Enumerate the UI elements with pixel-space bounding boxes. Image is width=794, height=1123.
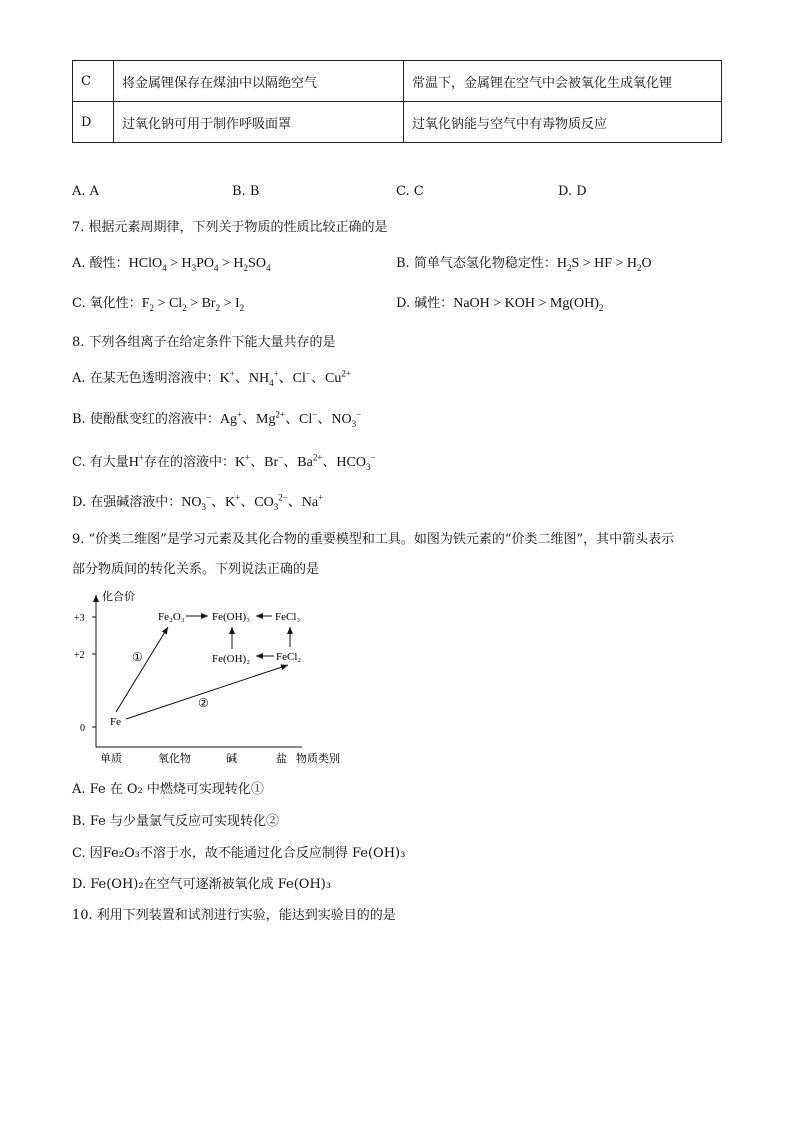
row-statement: 过氧化钠可用于制作呼吸面罩: [114, 102, 404, 143]
x-label: 盐: [276, 753, 287, 765]
formula: K+、Br−、$Ba^{2+}$、$HCO_3^-$: [234, 452, 376, 472]
x-label: 氧化物: [158, 753, 191, 765]
q7-option-c[interactable]: [72, 292, 244, 313]
choice-c[interactable]: C. C: [396, 184, 424, 199]
option-label: C. 有大量: [72, 455, 129, 470]
option-label: A. 酸性：: [72, 256, 129, 271]
q9-option-c[interactable]: C. 因Fe₂O₃不溶于水，故不能通过化合反应制得 Fe(OH)₃: [72, 846, 406, 861]
option-label: D. 碱性：: [396, 296, 454, 311]
formula: NaOH > KOH > $Mg(OH)_2$: [453, 296, 604, 313]
question-9-stem-line2: 部分物质间的转化关系。下列说法正确的是: [72, 562, 320, 577]
y-tick: 0: [80, 723, 85, 734]
q7-option-d[interactable]: [396, 292, 603, 313]
formula: HClO$_4$ > $H_3PO_4 > H_2SO_4$: [128, 256, 271, 273]
node-feoh2: Fe(OH)₂: [212, 653, 251, 665]
option-label: B. 简单气态氢化物稳定性：: [396, 256, 557, 271]
arrow-2: [126, 665, 288, 719]
option-label: D. 在强碱溶液中：: [72, 495, 182, 510]
choice-b[interactable]: B. B: [232, 184, 260, 199]
x-label: 物质类别: [296, 753, 340, 765]
question-9-stem-line1: 9. “价类二维图”是学习元素及其化合物的重要模型和工具。如图为铁元素的“价类二维图”，其中箭头表示: [72, 532, 675, 547]
row-key: D: [73, 102, 114, 143]
question-10-stem: 10. 利用下列装置和试剂进行实验，能达到实验目的的是: [72, 908, 396, 923]
row-reason: 过氧化钠能与空气中有毒物质反应: [404, 102, 722, 143]
q9-option-d[interactable]: D. Fe(OH)₂在空气可逐渐被氧化成 Fe(OH)₃: [72, 877, 332, 892]
table-row: [73, 61, 722, 102]
q7-option-a[interactable]: [72, 252, 270, 273]
formula: H+: [128, 452, 144, 470]
node-fe: Fe: [110, 716, 121, 728]
formula: Ag+、$Mg^{2+}$、Cl−、$NO_3^-$: [219, 409, 362, 429]
choice-a[interactable]: A. A: [72, 184, 100, 199]
x-label: 单质: [100, 753, 122, 765]
arrow-1: [116, 627, 168, 712]
q8-option-d[interactable]: [72, 491, 323, 512]
option-label: A. 在某无色透明溶液中：: [72, 371, 220, 386]
y-tick: +2: [74, 650, 85, 661]
q8-option-b[interactable]: [72, 408, 361, 429]
formula: $NO_3^-$、K+、$CO_3^{2-}$、Na+: [181, 492, 324, 512]
question-7-stem: 7. 根据元素周期律，下列关于物质的性质比较正确的是: [72, 220, 388, 235]
y-axis-label: 化合价: [102, 591, 135, 603]
y-tick: +3: [74, 613, 85, 624]
option-label: C. 氧化性：: [72, 296, 142, 311]
choice-d[interactable]: D. D: [558, 184, 587, 199]
x-label: 碱: [226, 753, 237, 765]
q8-option-c[interactable]: [72, 451, 376, 472]
row-key: C: [73, 61, 114, 102]
node-fecl2: FeCl₂: [276, 651, 302, 663]
question-8-stem: 8. 下列各组离子在给定条件下能大量共存的是: [72, 335, 336, 350]
formula: $H_2S$ > HF > $H_2O$: [556, 256, 652, 273]
row-statement: 将金属锂保存在煤油中以隔绝空气: [114, 61, 404, 102]
option-label: B. 使酚酞变红的溶液中：: [72, 412, 220, 427]
formula: K+、$NH_4^+$、Cl−、$Cu^{2+}$: [219, 368, 351, 388]
table-row: [73, 102, 722, 143]
node-fe2o3: Fe₂O₃: [158, 611, 185, 623]
arrow-label-1: ①: [132, 650, 143, 664]
formula: $F_2 > Cl_2 > Br_2 > I_2$: [141, 296, 245, 313]
q8-option-a[interactable]: [72, 367, 351, 388]
arrow-label-2: ②: [198, 696, 209, 710]
valence-class-diagram: [70, 585, 360, 770]
node-feoh3: Fe(OH)₃: [212, 611, 251, 623]
q9-option-a[interactable]: A. Fe 在 O₂ 中燃烧可实现转化①: [72, 782, 264, 797]
options-table: [72, 60, 722, 143]
option-label-2: 存在的溶液中：: [143, 455, 235, 470]
q7-option-b[interactable]: [396, 252, 652, 273]
row-reason: 常温下，金属锂在空气中会被氧化生成氧化锂: [404, 61, 722, 102]
node-fecl3: FeCl₃: [275, 611, 301, 623]
q9-option-b[interactable]: B. Fe 与少量氯气反应可实现转化②: [72, 814, 279, 829]
